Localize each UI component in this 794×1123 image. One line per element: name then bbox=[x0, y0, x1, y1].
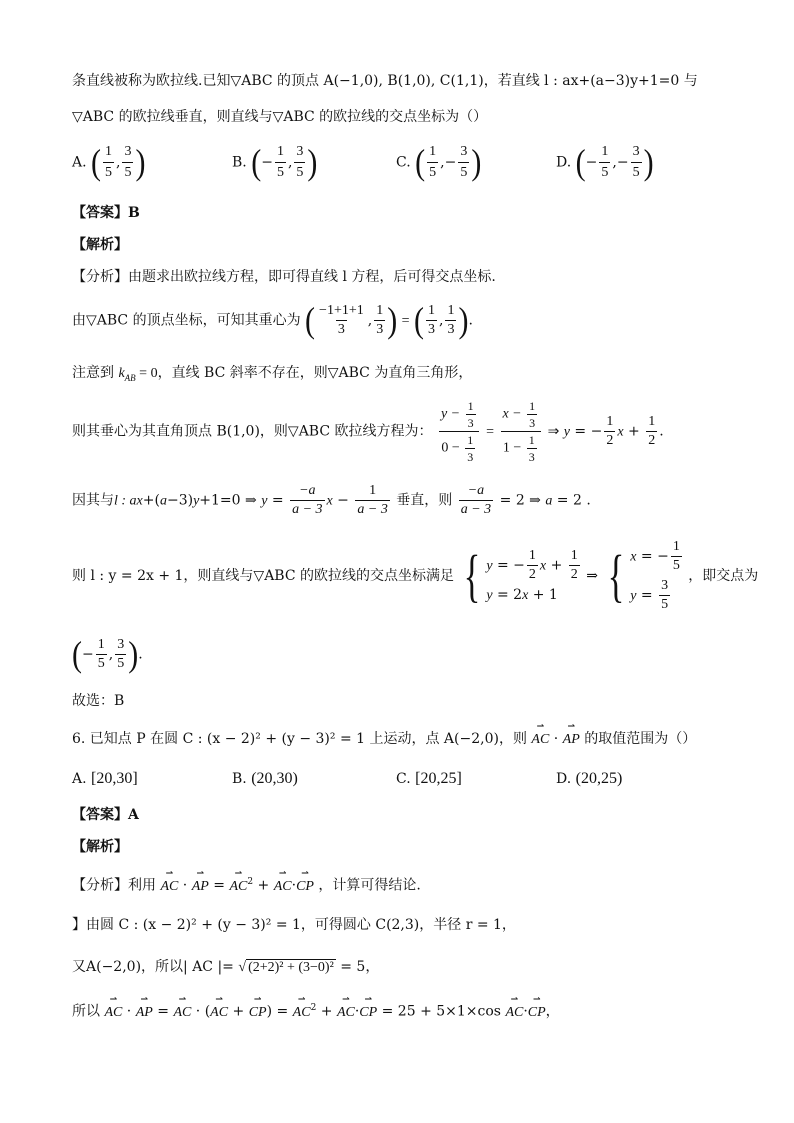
question-6: 6. 已知点 P 在圆 C : (x − 2)² + (y − 3)² = 1 上运动，点 A(−2,0)，则 ⇀ AC · ⇀ AP 的取值范围为（） bbox=[72, 732, 696, 747]
equation-system-2: { x = − $\frac{1}{5}$ y = $\frac{3}{5}$ bbox=[607, 539, 680, 612]
answer-label-1: 【答案】B bbox=[72, 205, 140, 221]
answer-label-2: 【答案】A bbox=[72, 807, 139, 823]
option-b: B. (− $\frac{1}{5}$ , $\frac{3}{5}$ ) bbox=[232, 142, 318, 182]
circle-info-line: 】由圆 C : (x − 2)² + (y − 3)² = 1，可得圆心 C(2,3)，半径 r = 1， bbox=[72, 917, 516, 933]
dot-product-line: 所以 ⇀ AC · ⇀ AP = ⇀ AC · (⇀ AC + ⇀ CP) = ⇀ $AC^2$ + ⇀ AC·⇀ CP = 25 + 5×1×cos ⇀ AC·⇀ CP， bbox=[72, 1004, 560, 1020]
centroid-line: 由▽ABC 的顶点坐标，可知其重心为 ( $\frac{-1+1+1}{3}$ , $\frac{1}{3}$ ) = ( $\frac{1}{3}$ , $\frac{1}{3}$ ). bbox=[72, 300, 473, 340]
analysis-label-2: 【解析】 bbox=[72, 839, 128, 855]
equation-system-1: { y = − $\frac{1}{2}$ x + $\frac{1}{2}$ y = 2x + 1 bbox=[464, 543, 578, 608]
analysis-summary-2: 【分析】利用 ⇀ AC · ⇀ AP = ⇀ $AC^2$ + ⇀ AC·⇀ CP ，计算可得结论. bbox=[72, 878, 421, 894]
perpendicular-line: 因其与l : ax+(a−3)y+1=0 ⇒ y = $\frac{-a}{a - 3}$ x − $\frac{1}{a - 3}$ 垂直，则 $\frac{-a}{a - 3}$ = 2 ⇒ a = 2 . bbox=[72, 483, 591, 517]
option-c: C. ( $\frac{1}{5}$ ,− $\frac{3}{5}$ ) bbox=[396, 142, 482, 182]
option-d: D. (− $\frac{1}{5}$ ,− $\frac{3}{5}$ ) bbox=[556, 142, 654, 182]
system-line: 则 l : y = 2x + 1，则直线与▽ABC 的欧拉线的交点坐标满足 { y = − $\frac{1}{2}$ x + $\frac{1}{2}$ y = 2x + 1 ⇒ { x = − $\frac{1}{5}$ y = $\frac{3}{5}$ ，即交点为 bbox=[72, 539, 759, 612]
text-line-euler-def: 条直线被称为欧拉线.已知▽ABC 的顶点 A(−1,0), B(1,0), C(1,1)，若直线 l : ax+(a−3)y+1=0 与 bbox=[72, 73, 698, 89]
euler-line-equation: 则其垂心为其直角顶点 B(1,0)，则▽ABC 欧拉线方程为： y − $\frac{1}{3}$ 0 − $\frac{1}{3}$ = x − $\frac{1}{3}$ 1 − $\frac{1}{3}$ ⇒ y = − $\frac{1}{2}$ x + $\frac{1}{2}$ . bbox=[72, 399, 664, 464]
analysis-label-1: 【解析】 bbox=[72, 237, 128, 253]
option2-c: C. [20,25] bbox=[396, 770, 462, 787]
option-a: A. ( $\frac{1}{5}$ , $\frac{3}{5}$ ) bbox=[72, 142, 146, 182]
text-line-question: ▽ABC 的欧拉线垂直，则直线与▽ABC 的欧拉线的交点坐标为（） bbox=[72, 109, 488, 125]
option2-a: A. [20,30] bbox=[72, 770, 138, 787]
choice-line-1: 故选：B bbox=[72, 693, 125, 709]
option2-b: B. (20,30) bbox=[232, 770, 298, 787]
option2-d: D. (20,25) bbox=[556, 770, 623, 787]
intersection-point: (− $\frac{1}{5}$ , $\frac{3}{5}$ ). bbox=[72, 634, 143, 674]
analysis-summary-1: 【分析】由题求出欧拉线方程，即可得直线 l 方程，后可得交点坐标. bbox=[72, 269, 496, 285]
slope-line: 注意到 $k_{AB} = 0$，直线 BC 斜率不存在，则▽ABC 为直角三角形， bbox=[72, 365, 473, 383]
distance-line: 又A(−2,0)，所以| AC |= √ (2+2)² + (3−0)² = 5， bbox=[72, 959, 380, 975]
